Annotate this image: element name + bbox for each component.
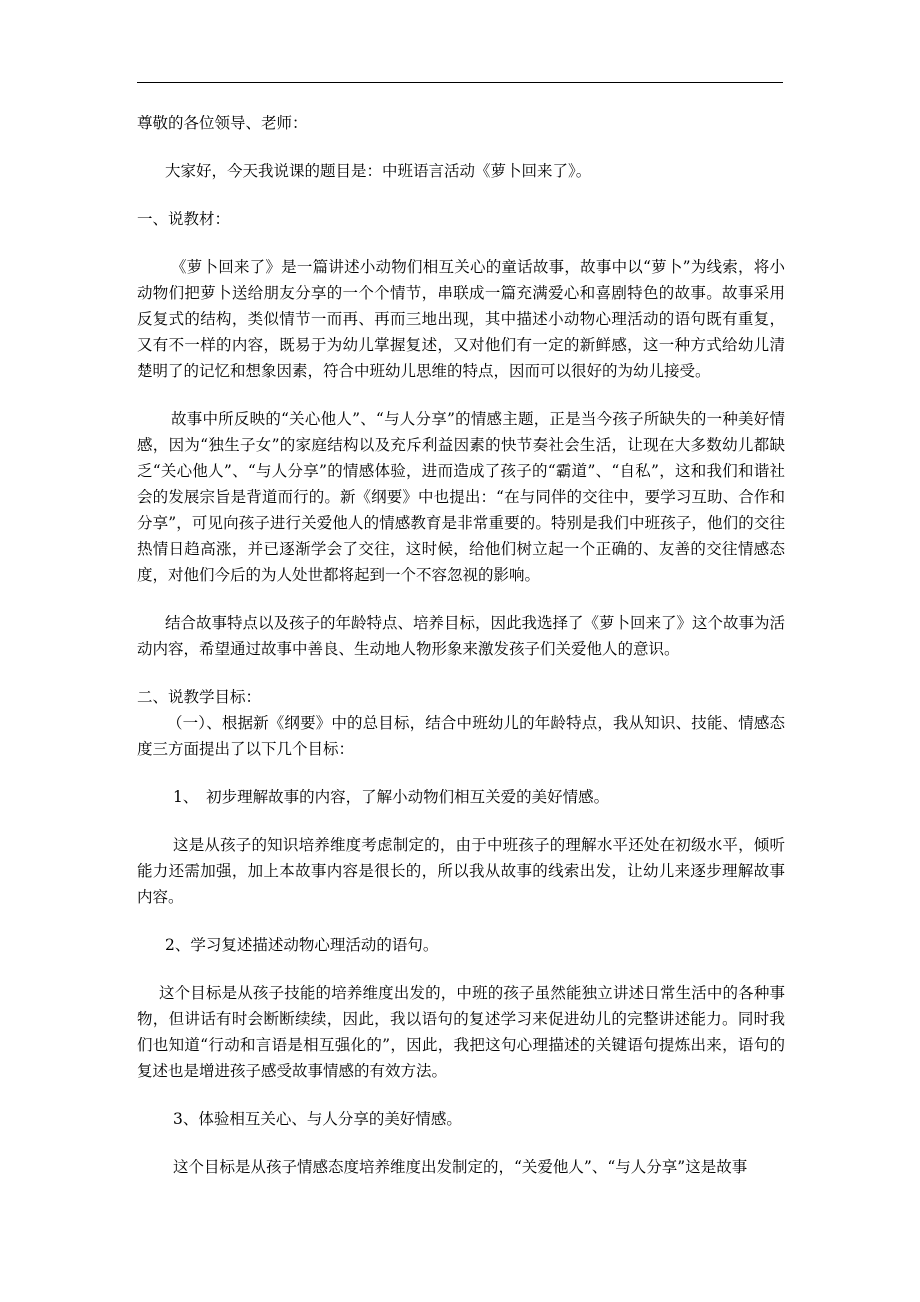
goal-3-description: 这个目标是从孩子情感态度培养维度出发制定的，“关爱他人”、“与人分享”这是故事 (173, 1158, 748, 1176)
document-body (137, 110, 785, 1180)
section-heading-goals: 二、说教学目标： (137, 688, 262, 706)
materials-paragraph-2: 故事中所反映的“关心他人”、“与人分享”的情感主题，正是当今孩子所缺失的一种美好情感，因为“独生子女”的家庭结构以及充斥利益因素的快节奏社会生活，让现在大多数幼儿都缺乏“关心他人”、“与人分享”的情感体验，进而造成了孩子的“霸道”、“自私”，这和我们和谐社会的发展宗旨是背道而行的。新《纲要》中也提出：“在与同伴的交往中，要学习互助、合作和分享”，可见向孩子进行关爱他人的情感教育是非常重要的。特别是我们中班孩子，他们的交往热情日趋高涨，并已逐渐学会了交往，这时候，给他们树立起一个正确的、友善的交往情感态度，对他们今后的为人处世都将起到一个不容忽视的影响。 (137, 410, 785, 584)
goal-2-description: 这个目标是从孩子技能的培养维度出发的，中班的孩子虽然能独立讲述日常生活中的各种事物，但讲话有时会断断续续，因此，我以语句的复述学习来促进幼儿的完整讲述能力。同时我们也知道“行动和言语是相互强化的”，因此，我把这句心理描述的关键语句提炼出来，语句的复述也是增进孩子感受故事情感的有效方法。 (137, 984, 785, 1080)
goal-1-description: 这是从孩子的知识培养维度考虑制定的，由于中班孩子的理解水平还处在初级水平，倾听能力还需加强，加上本故事内容是很长的，所以我从故事的线索出发，让幼儿来逐步理解故事内容。 (137, 836, 785, 906)
goal-3: 3、体验相互关心、与人分享的美好情感。 (173, 1110, 462, 1128)
intro-paragraph: 大家好，今天我说课的题目是：中班语言活动《萝卜回来了》。 (165, 162, 592, 180)
materials-paragraph-1: 《萝卜回来了》是一篇讲述小动物们相互关心的童话故事，故事中以“萝卜”为线索，将小动物们把萝卜送给朋友分享的一个个情节，串联成一篇充满爱心和喜剧特色的故事。故事采用反复式的结构，类似情节一而再、再而三地出现，其中描述小动物心理活动的语句既有重复，又有不一样的内容，既易于为幼儿掌握复述，又对他们有一定的新鲜感，这一种方式给幼儿清楚明了的记忆和想象因素，符合中班幼儿思维的特点，因而可以很好的为幼儿接受。 (137, 258, 785, 380)
header-rule (137, 82, 783, 83)
section-heading-materials: 一、说教材： (137, 210, 231, 228)
goal-2: 2、学习复述描述动物心理活动的语句。 (165, 936, 439, 954)
materials-paragraph-3: 结合故事特点以及孩子的年龄特点、培养目标，因此我选择了《萝卜回来了》这个故事为活动内容，希望通过故事中善良、生动地人物形象来激发孩子们关爱他人的意识。 (137, 614, 786, 658)
goal-1: 1、 初步理解故事的内容，了解小动物们相互关爱的美好情感。 (173, 788, 610, 806)
goals-intro-paragraph: （一）、根据新《纲要》中的总目标，结合中班幼儿的年龄特点，我从知识、技能、情感态度三方面提出了以下几个目标： (137, 714, 785, 758)
salutation: 尊敬的各位领导、老师： (137, 114, 308, 132)
